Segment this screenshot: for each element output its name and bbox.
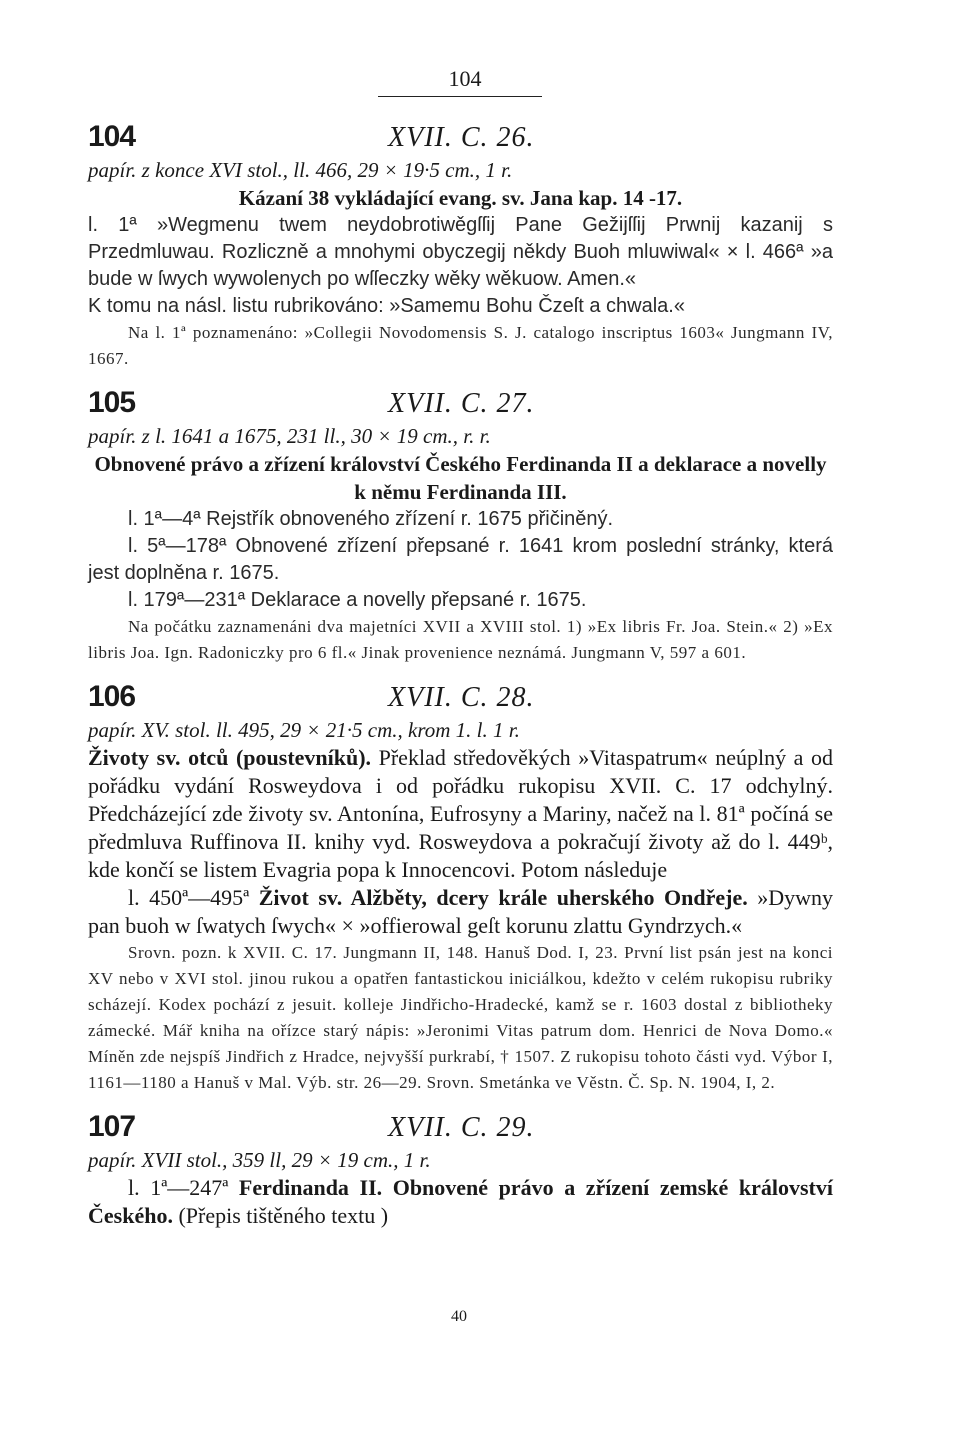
entry-line: K tomu na násl. listu rubrikováno: »Samemu Bohu Čzeſt a chwala.« bbox=[88, 295, 685, 317]
entry-material: papír. z konce XVI stol., ll. 466, 29 × 19·5 cm., 1 r. bbox=[88, 158, 513, 182]
entry-title: Obnovené právo a zřízení království Českého Ferdinanda II a deklarace a novelly k němu Ferdinanda III. bbox=[94, 452, 827, 504]
header-rule bbox=[378, 96, 542, 97]
catalog-entry-104 bbox=[88, 120, 833, 372]
entry-line bbox=[88, 884, 833, 940]
entry-note: Srovn. pozn. k XVII. C. 17. Jungmann II, 148. Hanuš Dod. I, 23. První list psán jest na konci XV nebo v XVI stol. jinou rukou a opatřen fantastickou iniciálkou, kdežto v celém rukopisu rubriky scházejí. Kodex pochází z jesuit. kolleje Jindřicho-Hradecké, kamž se r. 1603 dostal z bibliotheky zámecké. Mář kniha na ořízce starý nápis: »Jeronimi Vitas patrum dom. Henrici de Nova Domo.« Míněn zde nejspíš Jindřich z Hradce, nejvyšší purkrabí, † 1507. Z rukopisu tohoto části vyd. Výbor I, 1161—1180 a Hanuš v Mal. Výb. str. 26—29. Srovn. Smetánka ve Věstn. Č. Sp. N. 1904, I, 2. bbox=[88, 943, 833, 1092]
entry-number: 106 bbox=[88, 680, 136, 713]
catalog-content bbox=[88, 120, 833, 1244]
entry-number: 104 bbox=[88, 120, 136, 153]
entry-material: papír. z l. 1641 a 1675, 231 ll., 30 × 19 cm., r. r. bbox=[88, 424, 491, 448]
entry-title: Kázaní 38 vykládající evang. sv. Jana kap. 14 -17. bbox=[238, 186, 683, 210]
entry-remark: (Přepis tištěného textu ) bbox=[178, 1203, 389, 1228]
folio-range: l. 450ª—495ª bbox=[128, 885, 250, 910]
entry-number: 107 bbox=[88, 1110, 136, 1143]
entry-line: l. 5ª—178ª Obnovené zřízení přepsané r. 1641 krom poslední stránky, která jest doplněna r. 1675. bbox=[88, 535, 833, 584]
entry-line: l. 179ª—231ª Deklarace a novelly přepsané r. 1675. bbox=[128, 589, 587, 611]
incipit: »Dywny pan buoh w ſwatych ſwych« × »offierowal geſt korunu zlattu Gyndrzych.« bbox=[88, 885, 834, 938]
entry-signature: XVII. C. 28. bbox=[388, 682, 535, 713]
folio-range: l. 1ª—247ª bbox=[128, 1175, 229, 1200]
sheet-number: 40 bbox=[451, 1308, 467, 1325]
entry-title: Životy sv. otců (poustevníků). bbox=[88, 745, 372, 770]
entry-material: papír. XV. stol. ll. 495, 29 × 21·5 cm., krom 1. l. 1 r. bbox=[88, 718, 520, 742]
entry-description bbox=[88, 744, 833, 884]
entry-signature: XVII. C. 27. bbox=[388, 388, 535, 419]
entry-line: l. 1ª »Wegmenu twem neydobrotiwěgſſij Pane Gežijſſij Prwnij kazanij s Przedmluwau. Rozliczně a mnohymi obyczegij někdy Buoh mluwiwal« × l. 466ª »a bude w ſwych wywolenych po wſſeczky wěky wěkuow. Amen.« bbox=[88, 214, 833, 290]
entry-body: Překlad středověkých »Vitaspatrum« neúplný a od pořádku vydání Rosweydova i od pořádku rukopisu XVII. C. 17 odchylný. Předcházející zde životy sv. Antonína, Eufrosyny a Mariny, načež na l. 81ª počíná se předmluva Ruffinova II. knihy vyd. Rosweydova a pokračují životy až do l. 449ᵇ, kde končí se listem Evagria popa k Innocencovi. Potom následuje bbox=[88, 745, 833, 882]
entry-material: papír. XVII stol., 359 ll, 29 × 19 cm., 1 r. bbox=[88, 1148, 431, 1172]
catalog-entry-106 bbox=[88, 680, 833, 1096]
catalog-entry-105 bbox=[88, 386, 833, 666]
entry-signature: XVII. C. 26. bbox=[388, 122, 535, 153]
catalog-entry-107 bbox=[88, 1110, 833, 1230]
page-number: 104 bbox=[448, 66, 482, 91]
entry-note: Na l. 1ª poznamenáno: »Collegii Novodomensis S. J. catalogo inscriptus 1603« Jungmann IV, 1667. bbox=[88, 323, 833, 368]
entry-line: l. 1ª—4ª Rejstřík obnoveného zřízení r. 1675 přičiněný. bbox=[128, 508, 614, 530]
entry-title: Ferdinanda II. Obnovené právo a zřízení zemské království Českého. bbox=[88, 1175, 833, 1228]
entry-number: 105 bbox=[88, 386, 136, 419]
entry-signature: XVII. C. 29. bbox=[388, 1112, 535, 1143]
entry-note: Na počátku zaznamenáni dva majetníci XVII a XVIII stol. 1) »Ex libris Fr. Joa. Stein.« 2) »Ex libris Joa. Ign. Radoniczky pro 6 fl.« Jinak provenience neznámá. Jungmann V, 597 a 601. bbox=[88, 617, 833, 662]
entry-subtitle: Život sv. Alžběty, dcery krále uherského Ondřeje. bbox=[258, 885, 748, 910]
entry-line bbox=[88, 1174, 833, 1230]
